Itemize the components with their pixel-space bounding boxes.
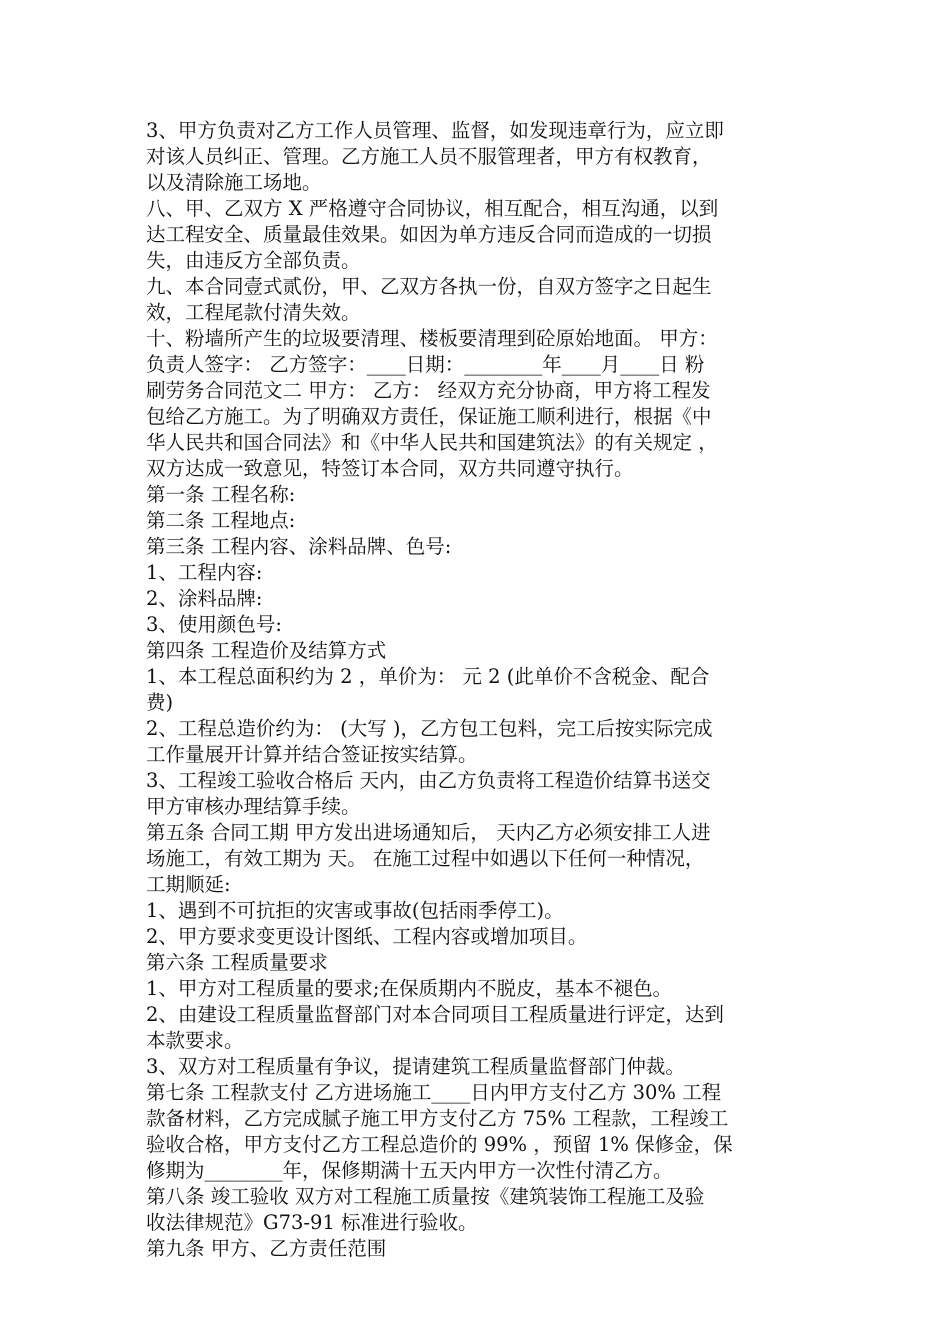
text-line: 1、甲方对工程质量的要求;在保质期内不脱皮，基本不褪色。	[146, 977, 672, 1000]
text-line: 八、甲、乙双方 X 严格遵守合同协议，相互配合，相互沟通，以到	[146, 197, 719, 220]
text-line: 第一条 工程名称:	[146, 483, 296, 506]
text-line: 2、工程总造价约为： (大写 )，乙方包工包料，完工后按实际完成	[146, 717, 713, 740]
text-line: 3、双方对工程质量有争议，提请建筑工程质量监督部门仲裁。	[146, 1055, 685, 1078]
text-line: 第七条 工程款支付 乙方进场施工____日内甲方支付乙方 30% 工程	[146, 1081, 722, 1104]
text-line: 华人民共和国合同法》和《中华人民共和国建筑法》的有关规定 ，	[146, 431, 718, 454]
text-line: 工期顺延:	[146, 873, 231, 896]
text-line: 本款要求。	[146, 1029, 244, 1052]
text-line: 场施工，有效工期为 天。 在施工过程中如遇以下任何一种情况，	[146, 847, 705, 870]
text-line: 包给乙方施工。为了明确双方责任，保证施工顺利进行，根据《中	[146, 405, 712, 428]
text-line: 1、工程内容:	[146, 561, 263, 584]
text-line: 甲方审核办理结算手续。	[146, 795, 361, 818]
text-line: 第八条 竣工验收 双方对工程施工质量按《建筑装饰工程施工及验	[146, 1185, 705, 1208]
text-line: 款备材料，乙方完成腻子施工甲方支付乙方 75% 工程款，工程竣工	[146, 1107, 729, 1130]
text-line: 达工程安全、质量最佳效果。如因为单方违反合同而造成的一切损	[146, 223, 712, 246]
text-line: 3、使用颜色号:	[146, 613, 282, 636]
text-line: 2、由建设工程质量监督部门对本合同项目工程质量进行评定，达到	[146, 1003, 724, 1026]
text-line: 对该人员纠正、管理。乙方施工人员不服管理者，甲方有权教育，	[146, 145, 712, 168]
text-line: 验收合格，甲方支付乙方工程总造价的 99% ，预留 1% 保修金，保	[146, 1133, 733, 1156]
text-line: 2、涂料品牌:	[146, 587, 263, 610]
text-line: 刷劳务合同范文二 甲方： 乙方： 经双方充分协商，甲方将工程发	[146, 379, 711, 402]
text-line: 失，由违反方全部负责。	[146, 249, 361, 272]
text-line: 第二条 工程地点:	[146, 509, 296, 532]
text-line: 工作量展开计算并结合签证按实结算。	[146, 743, 478, 766]
text-line: 3、甲方负责对乙方工作人员管理、监督，如发现违章行为，应立即	[146, 119, 724, 142]
text-line: 十、粉墙所产生的垃圾要清理、楼板要清理到砼原始地面。 甲方：	[146, 327, 718, 350]
text-line: 3、工程竣工验收合格后 天内，由乙方负责将工程造价结算书送交	[146, 769, 711, 792]
text-line: 费)	[146, 691, 174, 714]
text-line: 第六条 工程质量要求	[146, 951, 328, 974]
text-line: 九、本合同壹式贰份，甲、乙双方各执一份，自双方签字之日起生	[146, 275, 712, 298]
text-line: 双方达成一致意见，特签订本合同，双方共同遵守执行。	[146, 457, 634, 480]
text-line: 效，工程尾款付清失效。	[146, 301, 361, 324]
contract-body-text	[146, 118, 812, 1262]
text-line: 第三条 工程内容、涂料品牌、色号:	[146, 535, 452, 558]
text-line: 以及清除施工场地。	[146, 171, 322, 194]
text-line: 第九条 甲方、乙方责任范围	[146, 1237, 387, 1260]
text-line: 收法律规范》G73-91 标准进行验收。	[146, 1211, 478, 1234]
text-line: 1、本工程总面积约为 2 ，单价为： 元 2 (此单价不含税金、配合	[146, 665, 710, 688]
text-line: 2、甲方要求变更设计图纸、工程内容或增加项目。	[146, 925, 588, 948]
text-line: 负责人签字： 乙方签字：____日期：________年____月____日 粉	[146, 353, 705, 376]
text-line: 第五条 合同工期 甲方发出进场通知后， 天内乙方必须安排工人进	[146, 821, 711, 844]
text-line: 第四条 工程造价及结算方式	[146, 639, 387, 662]
text-line: 1、遇到不可抗拒的灾害或事故(包括雨季停工)。	[146, 899, 564, 922]
text-line: 修期为________年，保修期满十五天内甲方一次性付清乙方。	[146, 1159, 673, 1182]
